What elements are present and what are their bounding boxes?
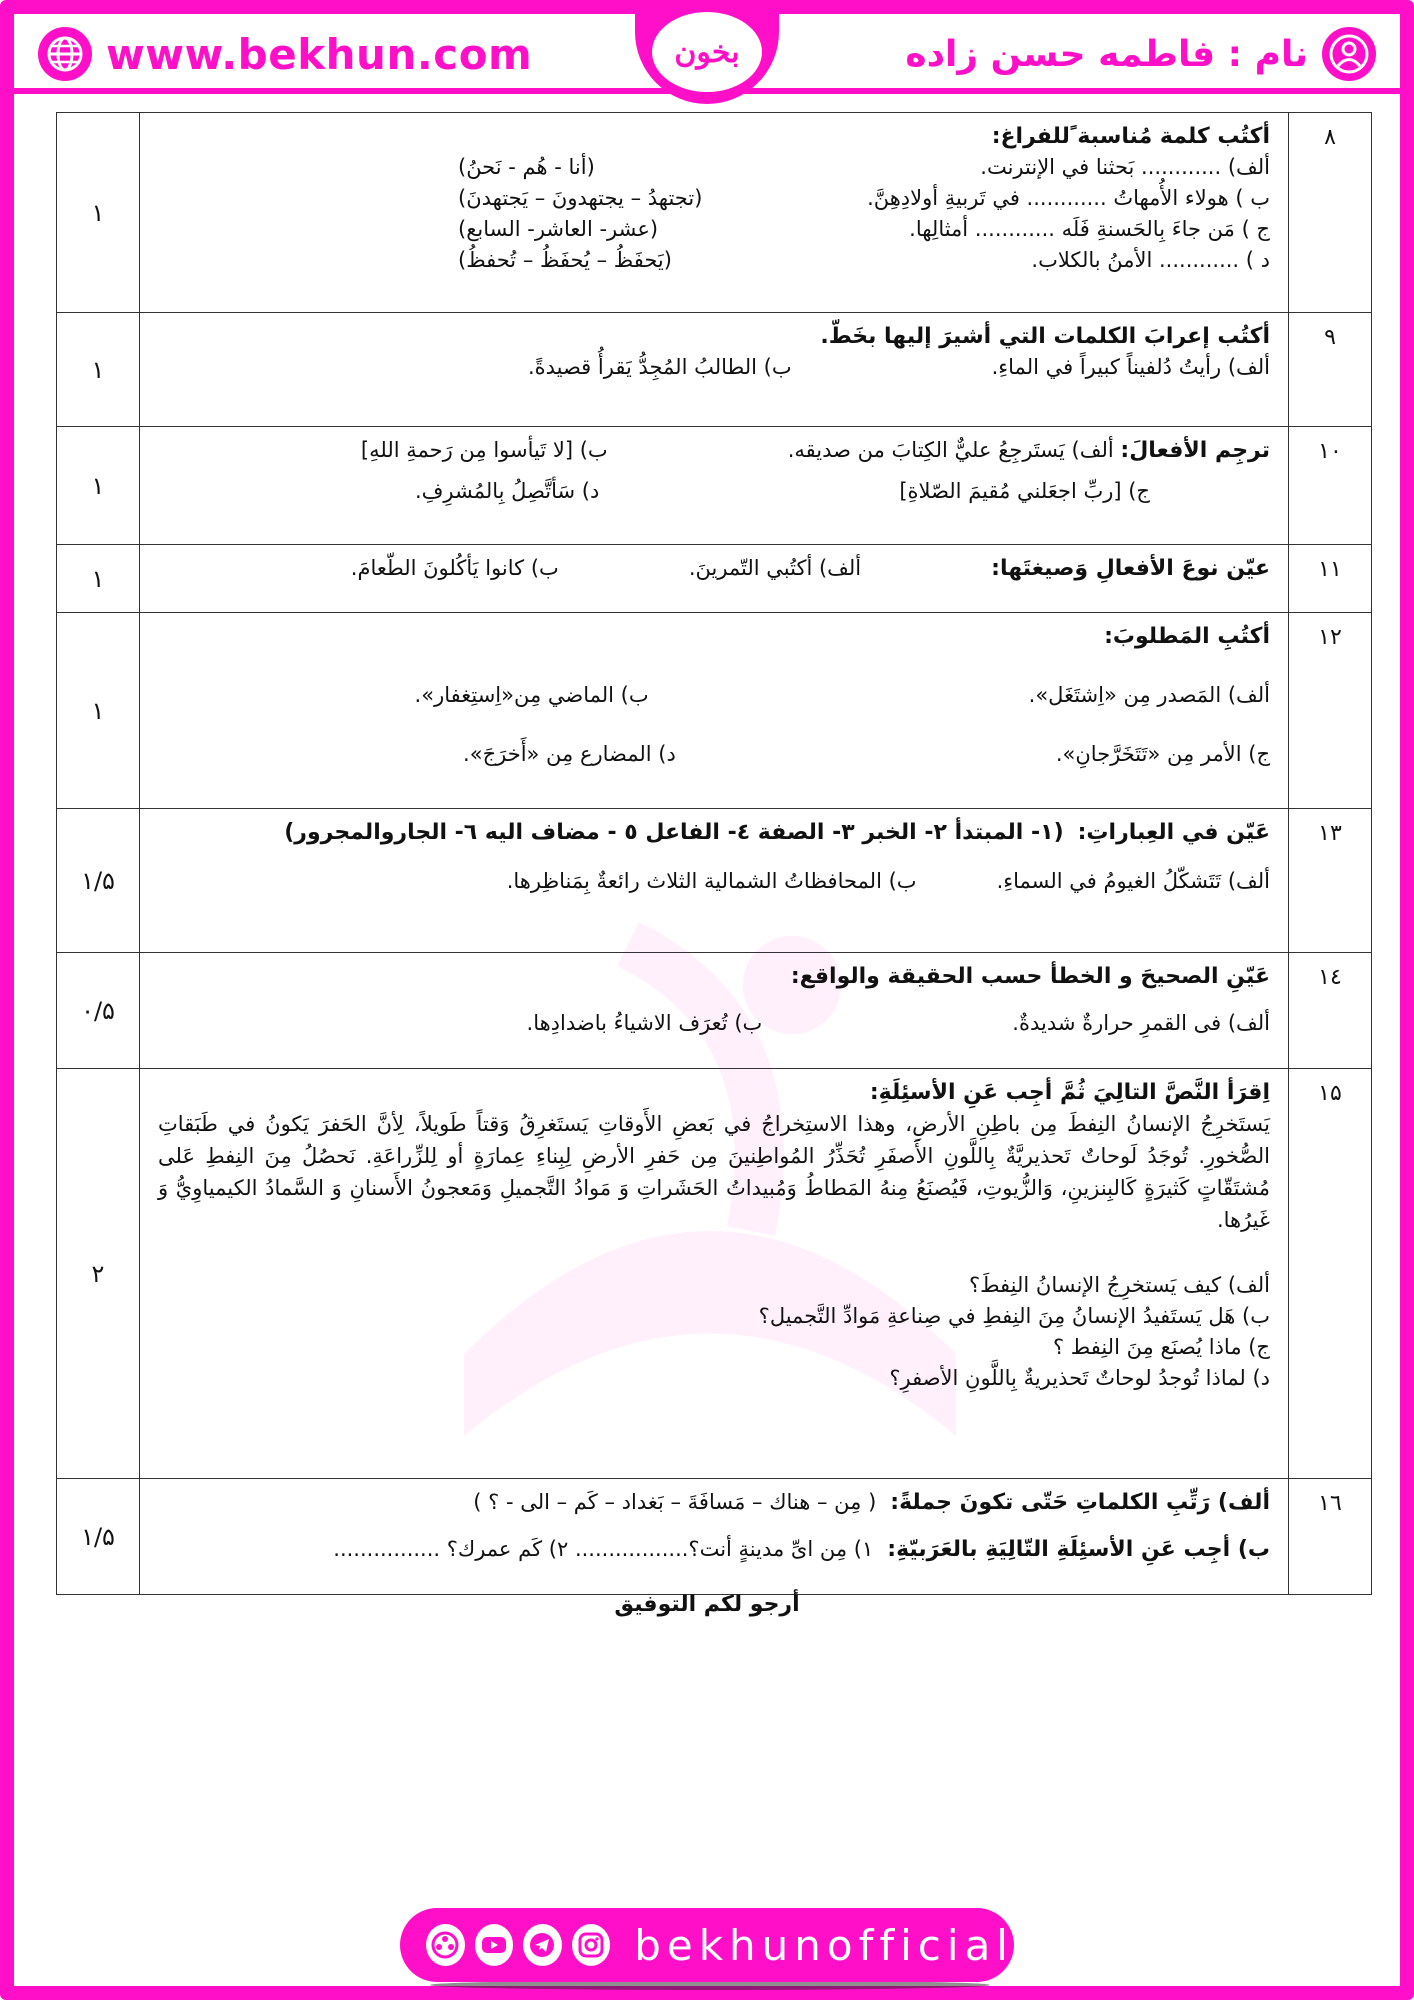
question-title: أكتُب إعرابَ الكلمات التي أشيرَ إليها بخَطّ. xyxy=(820,324,1270,349)
item-text: ب ) هولاء الأُمهاتُ ............ في تَربيةِ أولادِهِنَّ. xyxy=(867,186,1270,210)
question-title: أكتُب كلمة مُناسبة ًللفراغ: xyxy=(991,124,1270,149)
question-row xyxy=(57,545,1372,613)
question-body xyxy=(140,313,1289,427)
question-score: ۱ xyxy=(57,545,140,613)
item-d: د) سَأتَّصِلُ بِالمُشرِفِ. xyxy=(414,479,600,503)
student-name-block xyxy=(905,26,1376,82)
telegram-icon[interactable] xyxy=(523,1924,562,1966)
brand-logo-text: بخون xyxy=(652,12,762,92)
question-body xyxy=(140,809,1289,953)
question-score: ۱/۵ xyxy=(57,1479,140,1595)
question-body xyxy=(140,113,1289,313)
globe-icon xyxy=(38,27,92,81)
question-title-b: ب) أجِب عَنِ الأسئِلَةِ التّالِيَةِ بالعَرَبيّةِ: xyxy=(887,1537,1270,1562)
exam-table xyxy=(56,112,1372,1595)
item-options: (تجتهدُ – يجتهدونَ – يَجتهدنَ) xyxy=(458,186,703,210)
question-title: أكتُبِ المَطلوبَ: xyxy=(1104,624,1270,649)
student-name: نام : فاطمه حسن زاده xyxy=(905,33,1308,75)
item-d: د) المضارع مِن «أَخرَجَ». xyxy=(463,742,676,766)
item-a: ألف) المَصدر مِن «اِشتَغَل». xyxy=(1028,683,1270,707)
question-title: اِقرَأ النَّصَّ التالِيَ ثُمَّ أجِب عَنِ الأسئِلَةِ: xyxy=(869,1080,1270,1105)
question-row xyxy=(57,1069,1372,1479)
closing-text: أرجو لكم التوفيق xyxy=(614,1592,800,1617)
question-row xyxy=(57,809,1372,953)
question-row xyxy=(57,113,1372,313)
item-text: ألف) ............ بَحثنا في الإنترنت. xyxy=(980,155,1270,179)
question-row xyxy=(57,1479,1372,1595)
instagram-icon[interactable] xyxy=(572,1924,611,1966)
youtube-icon[interactable] xyxy=(475,1924,514,1966)
sub-question: ج) ماذا يُصنَع مِنَ النِفط ؟ xyxy=(1052,1335,1270,1359)
question-body xyxy=(140,953,1289,1069)
item-a: ألف) رأيتُ دُلفيناً كبيراً في الماءِ. xyxy=(991,355,1270,379)
question-number: ۱۱ xyxy=(1289,545,1372,613)
question-score: ۱ xyxy=(57,113,140,313)
social-handle[interactable]: bekhunofficial xyxy=(634,1920,1014,1970)
sub-question: ألف) كيف يَستخرِجُ الإنسانُ النِفطَ؟ xyxy=(968,1273,1270,1297)
question-row xyxy=(57,313,1372,427)
item-a: ألف) تَتَشكّلُ الغيومُ في السماءِ. xyxy=(996,869,1270,893)
question-title: عَيّنِ الصحيحَ و الخطأ حسب الحقيقة والواقع: xyxy=(790,964,1270,989)
item-text: د ) ............ الأمنُ بالكلاب. xyxy=(1031,248,1270,272)
question-row xyxy=(57,613,1372,809)
item-c: ج) [ربِّ اجعَلني مُقيمَ الصّلاةِ] xyxy=(899,479,1150,503)
question-body xyxy=(140,1069,1289,1479)
reading-passage: يَستَخرِجُ الإنسانُ النِفطَ مِن باطِنِ الأرضِ، وهذا الاستِخراجُ في بَعضِ الأَوقاتِ يَستَغرِقُ وَقتاً طَويلاً، لِأنَّ الحَفرَ يَكونُ في طَبَقاتِ الصُّخورِ. تُوجَدُ لَوحاتٌ تَحذيريَّةٌ بِاللَّونِ الأَصفَرِ تُحَذِّرُ المُواطِنينَ مِن حَفرِ الأرضِ لِبِناءِ عِمارَةٍ أو لِلزِّراعَةِ. نَحصُلُ مِنَ النِفطِ عَلى مُشتَقّاتٍ كَثيرَةٍ كَالبِنزينِ، وَالزُّيوتِ، فَيُصنَعُ مِنهُ المَطاطُ وَمُبيداتُ الحَشَراتِ وَ مَوادُ التَّجميلِ وَمَعجونُ الأَسنانِ وَ السَّمادُ الكيمياوِيُّ وَ غَيرُها. xyxy=(158,1112,1270,1232)
question-score: ۱ xyxy=(57,313,140,427)
item-a: ألف) فی القمرِ حرارةٌ شديدةٌ. xyxy=(1012,1011,1270,1035)
item-text: ج ) مَن جاءَ بِالحَسنةِ فَلَه ............ أمثالِها. xyxy=(909,217,1270,241)
question-number: ۹ xyxy=(1289,313,1372,427)
question-number: ۱٦ xyxy=(1289,1479,1372,1595)
question-row xyxy=(57,953,1372,1069)
question-number: ۱۵ xyxy=(1289,1069,1372,1479)
item-b: ب) [لا تَيأسوا مِن رَحمةِ اللهِ] xyxy=(360,438,608,462)
item-a: ألف) أكتُبي التّمرينَ. xyxy=(688,556,862,580)
user-icon xyxy=(1322,27,1376,81)
question-title: عيّن نوعَ الأفعالِ وَصيغتَها: xyxy=(991,556,1270,581)
site-link[interactable] xyxy=(38,26,532,82)
question-score: ۲ xyxy=(57,1069,140,1479)
question-title: ألف) رَتِّبِ الكلماتِ حَتّى تكونَ جملةً: xyxy=(890,1490,1270,1515)
question-score: ۱ xyxy=(57,427,140,545)
question-number: ۱۳ xyxy=(1289,809,1372,953)
item-b: ب) المحافظاتُ الشمالية الثلاث رائعةٌ بِمَناظِرها. xyxy=(506,869,917,893)
question-number: ۱۰ xyxy=(1289,427,1372,545)
item-b: ب) تُعرَف الاشياءُ باضدادِها. xyxy=(526,1011,763,1035)
item-a: ألف) يَستَرجِعُ عليٌّ الكِتابَ من صديقه. xyxy=(787,438,1114,462)
question-body xyxy=(140,613,1289,809)
question-score: ۱/۵ xyxy=(57,809,140,953)
question-title: ترجِم الأفعالَ: xyxy=(1120,438,1270,463)
item-options: (عشر- العاشر- السابع) xyxy=(458,217,659,241)
question-score: ۱ xyxy=(57,613,140,809)
question-number: ۸ xyxy=(1289,113,1372,313)
question-body xyxy=(140,1479,1289,1595)
word-list: ( مِن – هناك – مَسافَةَ – بَغداد – كَم – الی - ؟ ) xyxy=(473,1490,877,1514)
item-b: ب) الطالبُ المُجِدُّ يَقرأُ قصيدةً. xyxy=(527,355,792,379)
item-c: ج) الأمر مِن «تَتَخَرَّجانِ». xyxy=(1055,742,1270,766)
sub-question: د) لماذا تُوجدُ لوحاتٌ تَحذيريةٌ بِاللَّونِ الأصفرِ؟ xyxy=(889,1366,1270,1390)
social-bar xyxy=(400,1908,1014,1982)
question-legend: (۱- المبتدأ ۲- الخبر ۳- الصفة ٤- الفاعل ٥ - مضاف اليه ٦- الجاروالمجرور) xyxy=(284,820,1064,845)
site-url[interactable]: www.bekhun.com xyxy=(106,29,533,79)
item-options: (أنا - هُم - نَحنُ) xyxy=(458,155,595,179)
sub-question: ب) هَل يَستَفيدُ الإنسانُ مِنَ النِفطِ في صِناعةِ مَوادِّ التَّجميل؟ xyxy=(758,1304,1270,1328)
item-options: (يَحفَظُ – يُحفَظُ – تُحفظُ) xyxy=(458,248,672,272)
question-number: ۱۲ xyxy=(1289,613,1372,809)
film-reel-icon[interactable] xyxy=(426,1924,465,1966)
question-body xyxy=(140,545,1289,613)
item-b: ب) الماضي مِن«اِستِغفار». xyxy=(414,683,649,707)
question-body xyxy=(140,427,1289,545)
question-score: ۰/۵ xyxy=(57,953,140,1069)
question-title: عَيّن في العِباراتِ: xyxy=(1077,820,1270,845)
question-row xyxy=(57,427,1372,545)
question-number: ١٤ xyxy=(1289,953,1372,1069)
sub-questions: ۱) مِن ایِّ مدينةٍ أنت؟................. ۲) كَم عمرك؟ ................ xyxy=(333,1537,874,1561)
item-b: ب) كانوا يَأكُلونَ الطّعامَ. xyxy=(350,556,559,580)
